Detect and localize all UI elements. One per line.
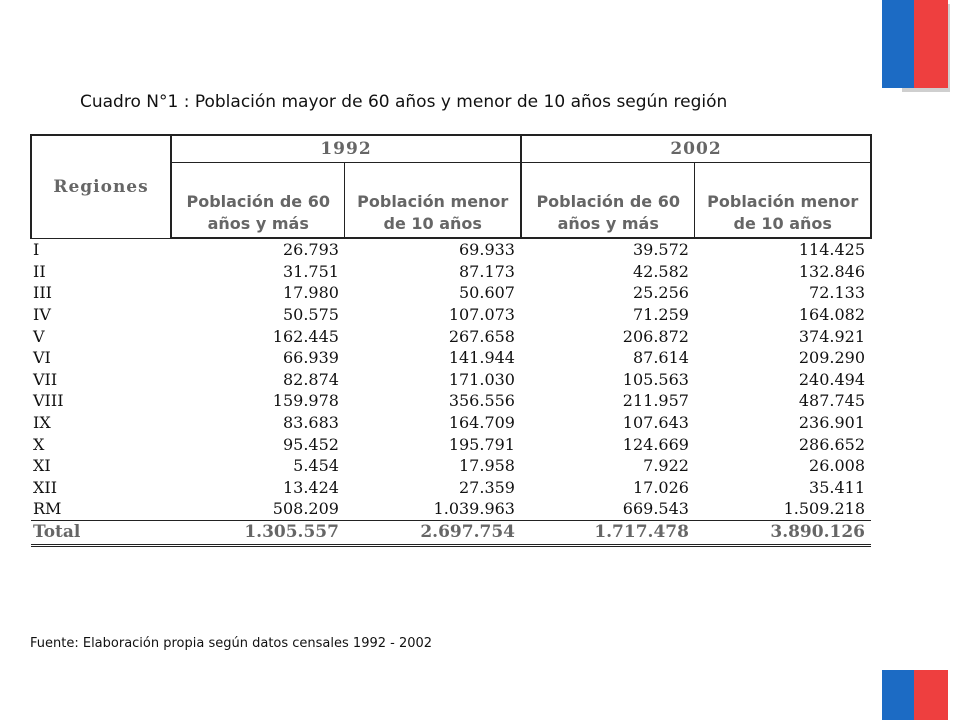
- flag-red-band: [914, 670, 948, 720]
- value-cell: 87.173: [459, 261, 515, 281]
- table-row: [31, 261, 871, 283]
- value-cell: 72.133: [809, 283, 865, 303]
- value-cell: 95.452: [282, 434, 339, 454]
- value-cell: 1.509.218: [783, 499, 865, 519]
- table-row: [31, 433, 871, 455]
- region-cell: VI: [33, 348, 51, 368]
- region-cell: XI: [33, 456, 51, 476]
- value-cell: 286.652: [798, 434, 865, 454]
- region-cell: I: [33, 240, 40, 260]
- value-cell: 164.082: [798, 305, 865, 325]
- value-cell: 124.669: [622, 434, 689, 454]
- value-cell: 356.556: [448, 391, 515, 411]
- value-cell: 26.793: [282, 240, 339, 260]
- region-cell: RM: [33, 499, 62, 519]
- value-cell: 114.425: [798, 240, 865, 260]
- table-row: [31, 455, 871, 477]
- table-row: [31, 412, 871, 434]
- value-cell: 66.939: [282, 348, 339, 368]
- value-cell: 159.978: [272, 391, 339, 411]
- value-cell: 31.751: [282, 261, 339, 281]
- value-cell: 83.683: [282, 413, 339, 433]
- value-cell: 240.494: [798, 369, 865, 389]
- value-cell: 35.411: [809, 477, 865, 497]
- col-header-under10-1992: Población menor de 10 años: [345, 163, 521, 239]
- region-cell: III: [33, 283, 52, 303]
- value-cell: 141.944: [448, 348, 515, 368]
- value-cell: 5.454: [293, 456, 339, 476]
- year-2002-header: 2002: [521, 135, 871, 163]
- value-cell: 195.791: [448, 434, 515, 454]
- table-row: [31, 347, 871, 369]
- value-cell: 71.259: [632, 305, 689, 325]
- value-cell: 27.359: [459, 477, 515, 497]
- table-row: [31, 390, 871, 412]
- col-header-60plus-2002: Población de 60 años y más: [521, 163, 695, 239]
- value-cell: 25.256: [632, 283, 689, 303]
- regiones-header: Regiones: [31, 135, 171, 238]
- flag-red-band: [914, 0, 948, 88]
- chile-flag-decoration-top: [882, 0, 948, 88]
- region-cell: IX: [33, 413, 51, 433]
- value-cell: 267.658: [448, 326, 515, 346]
- value-cell: 17.026: [632, 477, 689, 497]
- region-cell: VIII: [33, 391, 64, 411]
- value-cell: 7.922: [643, 456, 689, 476]
- value-cell: 17.958: [459, 456, 515, 476]
- value-cell: 206.872: [622, 326, 689, 346]
- table-caption: Cuadro N°1 : Población mayor de 60 años y menor de 10 años según región: [80, 92, 728, 112]
- region-cell: IV: [33, 305, 51, 325]
- value-cell: 13.424: [282, 477, 339, 497]
- value-cell: 132.846: [798, 261, 865, 281]
- table-row: [31, 498, 871, 520]
- value-cell: 164.709: [448, 413, 515, 433]
- total-value-cell: 1.305.557: [171, 520, 345, 545]
- year-1992-header: 1992: [171, 135, 521, 163]
- total-row: [31, 520, 871, 545]
- value-cell: 487.745: [798, 391, 865, 411]
- value-cell: 236.901: [798, 413, 865, 433]
- table-row: [31, 477, 871, 499]
- region-cell: VII: [33, 369, 58, 389]
- table-row: [31, 369, 871, 391]
- table-row: [31, 282, 871, 304]
- value-cell: 26.008: [809, 456, 865, 476]
- table-row: [31, 304, 871, 326]
- population-table: [30, 134, 872, 547]
- region-cell: X: [33, 434, 45, 454]
- value-cell: 162.445: [272, 326, 339, 346]
- total-value-cell: 1.717.478: [521, 520, 695, 545]
- total-value-cell: 2.697.754: [345, 520, 521, 545]
- value-cell: 508.209: [272, 499, 339, 519]
- value-cell: 69.933: [459, 240, 515, 260]
- region-cell: XII: [33, 477, 58, 497]
- table-row: [31, 238, 871, 261]
- value-cell: 87.614: [632, 348, 689, 368]
- value-cell: 107.073: [448, 305, 515, 325]
- value-cell: 374.921: [798, 326, 865, 346]
- col-header-under10-2002: Población menor de 10 años: [695, 163, 871, 239]
- value-cell: 42.582: [632, 261, 689, 281]
- total-label: Total: [31, 520, 171, 545]
- table-row: [31, 325, 871, 347]
- value-cell: 50.575: [282, 305, 339, 325]
- flag-blue-band: [882, 670, 914, 720]
- col-header-60plus-1992: Población de 60 años y más: [171, 163, 345, 239]
- value-cell: 1.039.963: [433, 499, 515, 519]
- value-cell: 50.607: [459, 283, 515, 303]
- chile-flag-decoration-bottom: [882, 670, 948, 720]
- flag-blue-band: [882, 0, 914, 88]
- value-cell: 39.572: [632, 240, 689, 260]
- value-cell: 209.290: [798, 348, 865, 368]
- region-cell: V: [33, 326, 45, 346]
- value-cell: 82.874: [282, 369, 339, 389]
- value-cell: 171.030: [448, 369, 515, 389]
- total-value-cell: 3.890.126: [695, 520, 871, 545]
- region-cell: II: [33, 261, 46, 281]
- value-cell: 669.543: [622, 499, 689, 519]
- value-cell: 105.563: [622, 369, 689, 389]
- value-cell: 107.643: [622, 413, 689, 433]
- source-note: Fuente: Elaboración propia según datos censales 1992 - 2002: [30, 636, 433, 651]
- value-cell: 211.957: [622, 391, 689, 411]
- value-cell: 17.980: [282, 283, 339, 303]
